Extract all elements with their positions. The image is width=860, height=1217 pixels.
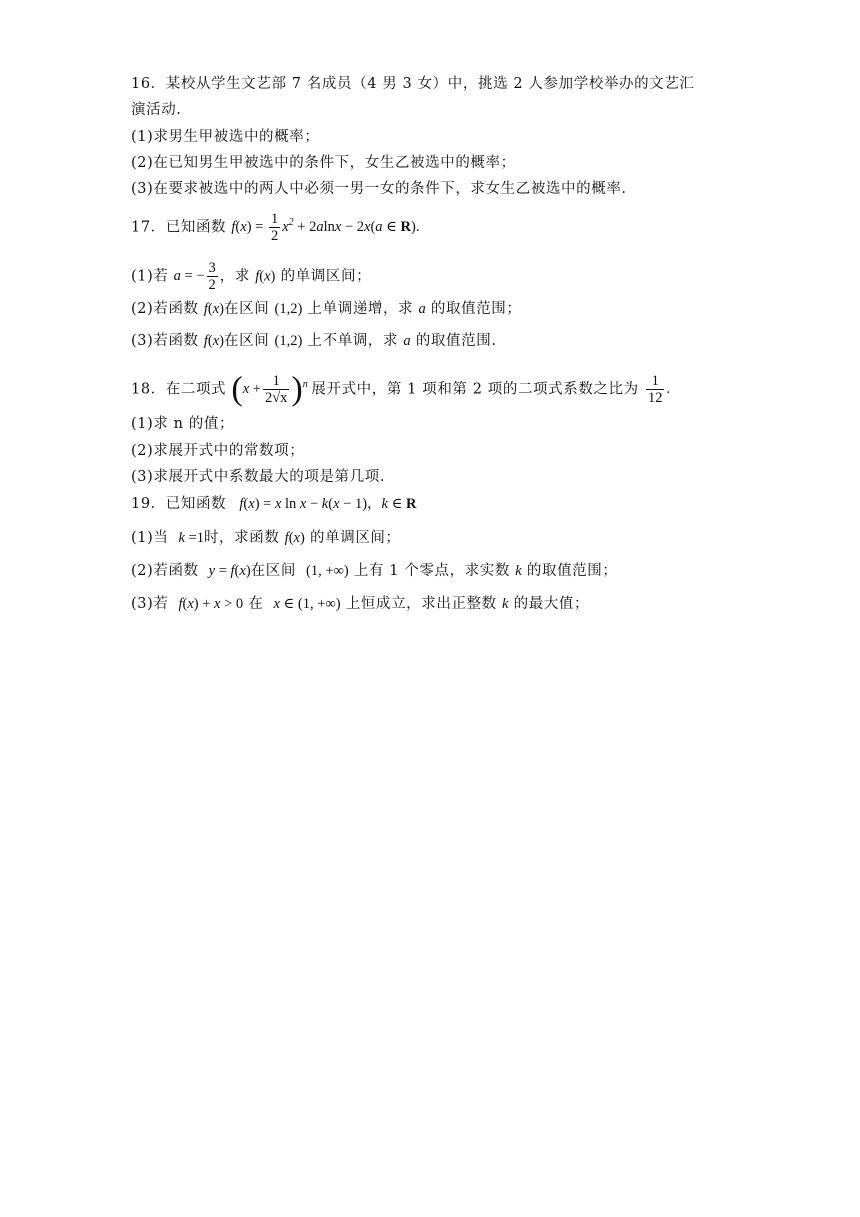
problem-17-part-2: (2)若函数 f(x)在区间 (1,2) 上单调递增，求 a 的取值范围； — [131, 301, 522, 317]
problem-19-part-2: (2)若函数 y = f(x)在区间 (1, +∞) 上有 1 个零点，求实数 k 的取值范围； — [131, 563, 618, 579]
problem-19-stem: 19．已知函数 f(x) = x ln x − k(x − 1)，k ∈ R — [131, 496, 417, 512]
problem-19-part-3: (3)若 f(x) + x > 0 在 x ∈ (1, +∞) 上恒成立，求出正整数 k 的最大值； — [131, 596, 590, 612]
problem-16-stem-line1: 16．某校从学生文艺部 7 名成员（4 男 3 女）中，挑选 2 人参加学校举办的文艺汇 — [131, 76, 695, 92]
problem-18-part-3: (3)求展开式中系数最大的项是第几项. — [131, 469, 386, 485]
problem-16-stem-line2: 演活动. — [131, 102, 182, 118]
problem-16-part-3: (3)在要求被选中的两人中必须一男一女的条件下，求女生乙被选中的概率. — [131, 181, 627, 197]
problem-16-part-1: (1)求男生甲被选中的概率； — [131, 129, 320, 145]
problem-16-part-2: (2)在已知男生甲被选中的条件下，女生乙被选中的概率； — [131, 155, 516, 171]
problem-17-part-1: (1)若 a = − $\frac{3}{2}$ ，求 f(x) 的单调区间； — [131, 260, 372, 293]
problem-17-prefix: 17．已知函数 — [131, 219, 227, 236]
problem-17-part-3: (3)若函数 f(x)在区间 (1,2) 上不单调，求 a 的取值范围. — [131, 333, 497, 349]
problem-18-part-2: (2)求展开式中的常数项； — [131, 443, 305, 459]
problem-18-stem: 18．在二项式 (x + $\frac{1}{2√x}$ )$^n$ 展开式中，第 1 项和第 2 项的二项式系数之比为 $\frac{1}{12}$ . — [131, 371, 671, 408]
binomial-expression: (x + $\frac{1}{2√x}$ )$^n$ — [231, 371, 308, 408]
problem-18-part-1: (1)求 n 的值； — [131, 416, 235, 432]
problem-17-formula: f(x) = $\frac{1}{2}$ $x^2 + 2alnx - 2x(a$ ∈ R). — [231, 211, 420, 244]
problem-19-part-1: (1)当 k =1时，求函数 f(x) 的单调区间； — [131, 530, 401, 546]
problem-17-stem — [131, 212, 419, 244]
